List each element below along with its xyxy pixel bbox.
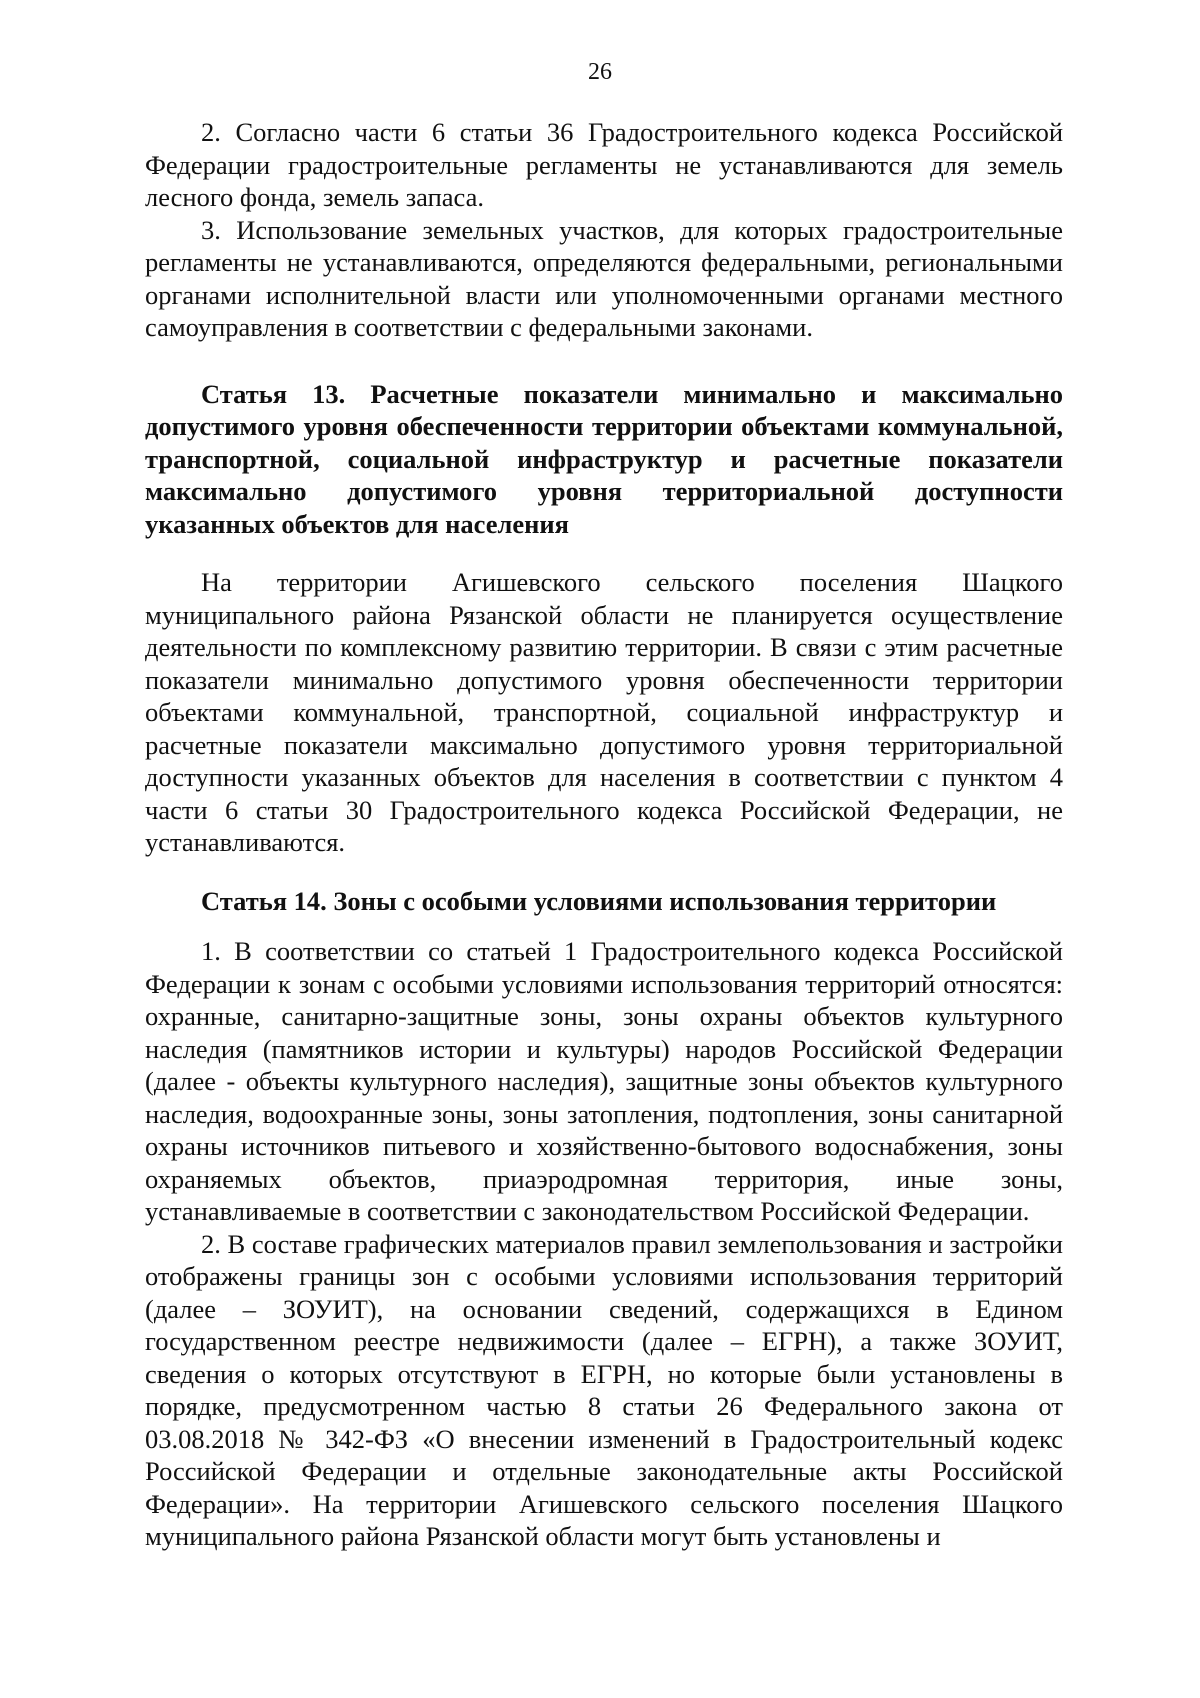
article-14-paragraph-1: 1. В соответствии со статьей 1 Градостроительного кодекса Российской Федерации к зонам с особыми условиями использования территорий относятся: охранные, санитарно-защитные зоны, зоны охраны объектов культурного наследия (памятников истории и культуры) народов Российской Федерации (далее - объекты культурного наследия), защитные зоны объектов культурного наследия, водоохранные зоны, зоны затопления, подтопления, зоны санитарной охраны источников питьевого и хозяйственно-бытового водоснабжения, зоны охраняемых объектов, приаэродромная территория, иные зоны, устанавливаемые в соответствии с законодательством Российской Федерации.	[145, 936, 1063, 1226]
paragraph-clause-2: 2. Согласно части 6 статьи 36 Градостроительного кодекса Российской Федерации градостроительные регламенты не устанавливаются для земель лесного фонда, земель запаса.	[145, 117, 1063, 212]
page-number: 26	[588, 59, 612, 85]
paragraph-clause-3: 3. Использование земельных участков, для которых градостроительные регламенты не устанавливаются, определяются федеральными, региональными органами исполнительной власти или уполномоченными органами местного самоуправления в соответствии с федеральными законами.	[145, 214, 1063, 342]
document-body	[145, 116, 1063, 1553]
article-14-paragraph-2: 2. В составе графических материалов правил землепользования и застройки отображены границы зон с особыми условиями использования территорий (далее – ЗОУИТ), на основании сведений, содержащихся в Едином государственном реестре недвижимости (далее – ЕГРН), а также ЗОУИТ, сведения о которых отсутствуют в ЕГРН, но которые были установлены в порядке, предусмотренном частью 8 статьи 26 Федерального закона от 03.08.2018 № 342-ФЗ «О внесении изменений в Градостроительный кодекс Российской Федерации и отдельные законодательные акты Российской Федерации». На территории Агишевского сельского поселения Шацкого муниципального района Рязанской области могут быть установлены и	[145, 1228, 1063, 1551]
article-14-heading: Статья 14. Зоны с особыми условиями использования территории	[201, 885, 997, 916]
article-13-heading: Статья 13. Расчетные показатели минимально и максимально допустимого уровня обеспеченности территории объектами коммунальной, транспортной, социальной инфраструктур и расчетные показатели максимально допустимого уровня территориальной доступности указанных объектов для населения	[145, 378, 1063, 539]
article-13-paragraph: На территории Агишевского сельского поселения Шацкого муниципального района Рязанской области не планируется осуществление деятельности по комплексному развитию территории. В связи с этим расчетные показатели минимально допустимого уровня обеспеченности территории объектами коммунальной, транспортной, социальной инфраструктур и расчетные показатели максимально допустимого уровня территориальной доступности указанных объектов для населения в соответствии с пунктом 4 части 6 статьи 30 Градостроительного кодекса Российской Федерации, не устанавливаются.	[145, 567, 1063, 857]
